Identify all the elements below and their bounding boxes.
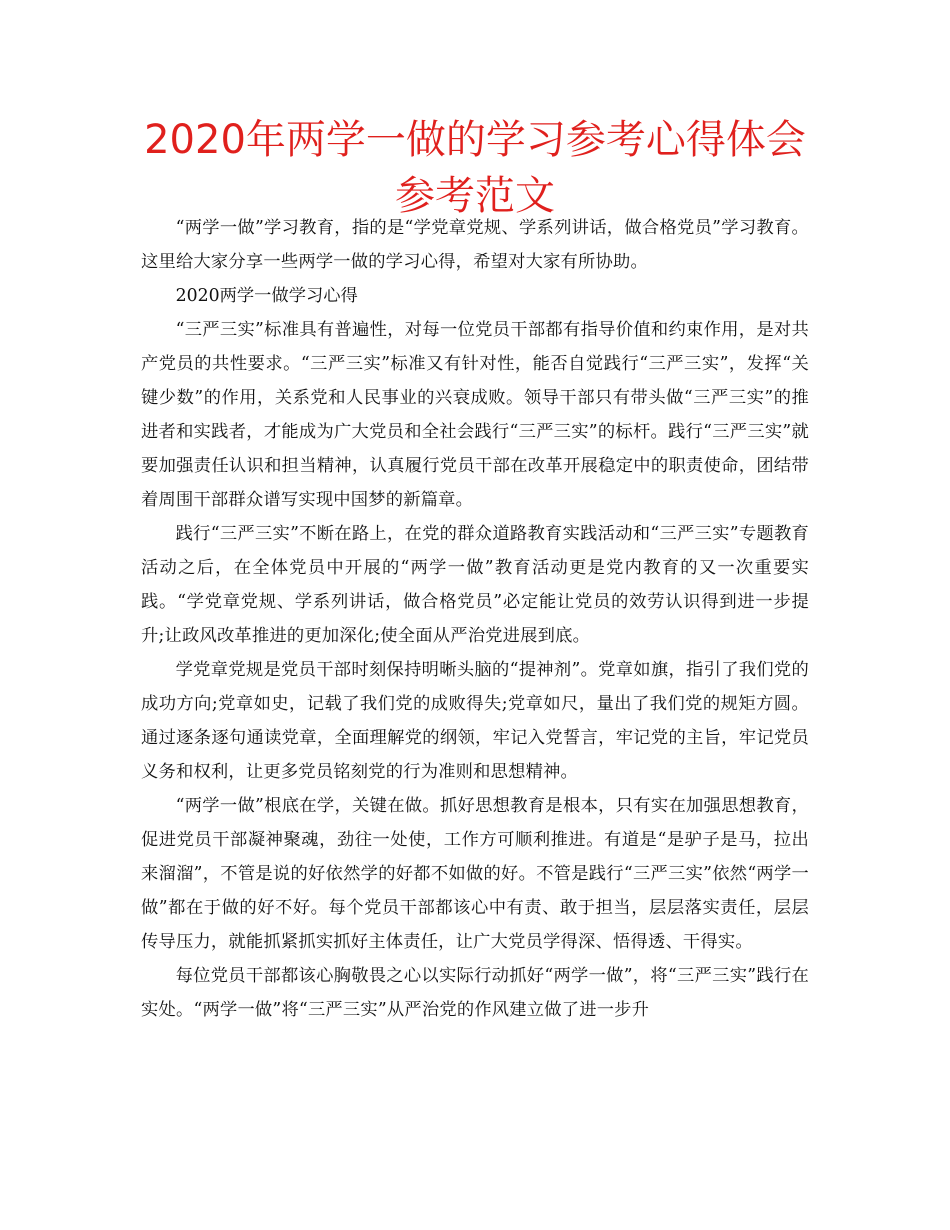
- document-title: 2020年两学一做的学习参考心得体会参考范文: [144, 117, 806, 219]
- paragraph-2: 践行“三严三实”不断在路上，在党的群众道路教育实践活动和“三严三实”专题教育活动之后，在全体党员中开展的“两学一做”教育活动更是党内教育的又一次重要实践。“学党章党规、学系列讲话，做合格党员”必定能让党员的效劳认识得到进一步提升;让政风改革推进的更加深化;使全面从严治党进展到底。: [141, 524, 809, 646]
- paragraph-4: “两学一做”根底在学，关键在做。抓好思想教育是根本，只有实在加强思想教育，促进党员干部凝神聚魂，劲往一处使，工作方可顺利推进。有道是“是驴子是马，拉出来溜溜”，不管是说的好依然学的好都不如做的好。不管是践行“三严三实”依然“两学一做”都在于做的好不好。每个党员干部都该心中有责、敢于担当，层层落实责任，层层传导压力，就能抓紧抓实抓好主体责任，让广大党员学得深、悟得透、干得实。: [141, 796, 809, 952]
- paragraph-5: 每位党员干部都该心胸敬畏之心以实际行动抓好“两学一做”，将“三严三实”践行在实处。“两学一做”将“三严三实”从严治党的作风建立做了进一步升: [141, 966, 809, 1020]
- paragraph-intro: “两学一做”学习教育，指的是“学党章党规、学系列讲话，做合格党员”学习教育。这里给大家分享一些两学一做的学习心得，希望对大家有所协助。: [141, 218, 809, 272]
- document-body: [141, 211, 809, 1027]
- section-heading: 2020两学一做学习心得: [175, 286, 358, 306]
- paragraph-3: 学党章党规是党员干部时刻保持明晰头脑的“提神剂”。党章如旗，指引了我们党的成功方向;党章如史，记载了我们党的成败得失;党章如尺，量出了我们党的规矩方圆。通过逐条逐句通读党章，全面理解党的纲领，牢记入党誓言，牢记党的主旨，牢记党员义务和权利，让更多党员铭刻党的行为准则和思想精神。: [141, 660, 809, 782]
- paragraph-1: “三严三实”标准具有普遍性，对每一位党员干部都有指导价值和约束作用，是对共产党员的共性要求。“三严三实”标准又有针对性，能否自觉践行“三严三实”，发挥“关键少数”的作用，关系党和人民事业的兴衰成败。领导干部只有带头做“三严三实”的推进者和实践者，才能成为广大党员和全社会践行“三严三实”的标杆。践行“三严三实”就要加强责任认识和担当精神，认真履行党员干部在改革开展稳定中的职责使命，团结带着周围干部群众谱写实现中国梦的新篇章。: [141, 320, 809, 510]
